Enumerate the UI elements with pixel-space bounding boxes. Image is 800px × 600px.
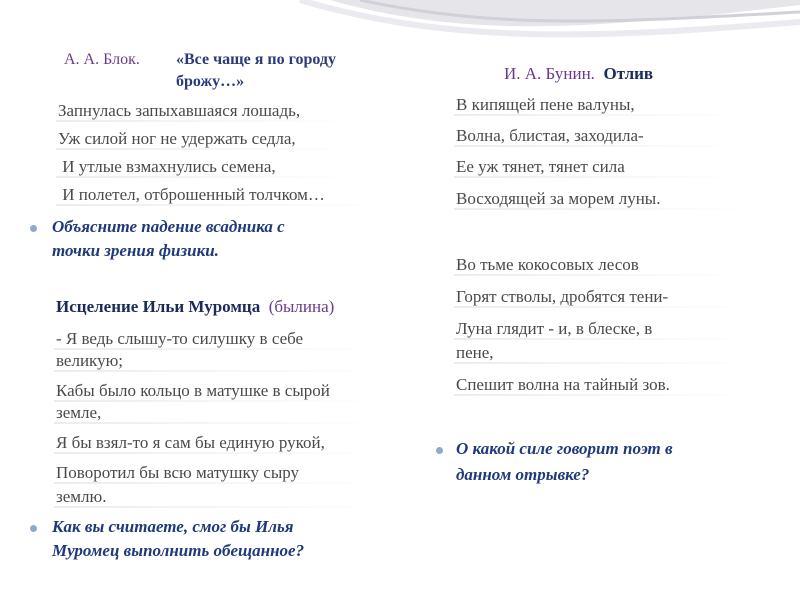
poem3-line: Во тьме кокосовых лесов (454, 254, 746, 276)
poem2-line: Кабы было кольцо в матушке в сырой (54, 380, 386, 402)
poem1-line: И полетел, отброшенный толчком… (56, 184, 388, 206)
poem3-line: Ее уж тянет, тянет сила (454, 156, 746, 178)
poem3-line: пене, (454, 342, 756, 364)
poem3-heading (504, 64, 653, 84)
poem1-title-line2: брожу…» (176, 73, 245, 90)
bullet-icon (30, 525, 37, 532)
poem2-line: - Я ведь слышу-то силушку в себе (54, 328, 386, 350)
bullet-icon (30, 225, 37, 232)
poem2-line: земле, (54, 402, 386, 424)
question-1-line2: точки зрения физики. (52, 241, 219, 260)
poem3-line: Спешит волна на тайный зов. (454, 374, 756, 396)
poem2-genre: (былина) (268, 297, 335, 316)
poem1-title-line1: «Все чаще я по городу (176, 51, 336, 68)
poem3-author: И. А. Бунин. (504, 64, 595, 83)
poem2-line: Поворотил бы всю матушку сыру (54, 462, 386, 484)
poem2-heading (56, 296, 334, 318)
poem3-line: В кипящей пене валуны, (454, 94, 746, 116)
question-3-line1: О какой силе говорит поэт в (456, 439, 673, 458)
question-1-line1: Объясните падение всадника с (52, 217, 285, 236)
poem3-line: Волна, блистая, заходила- (454, 125, 746, 147)
question-2-line1: Как вы считаете, смог бы Илья (52, 517, 294, 536)
poem2-line: великую; (54, 350, 386, 372)
poem3-title: Отлив (603, 64, 654, 83)
poem1-line: Уж силой ног не удержать седла, (56, 128, 358, 150)
poem1-author: А. А. Блок. (64, 51, 140, 68)
question-2-line2: Муромец выполнить обещанное? (52, 541, 305, 560)
poem1-line: Запнулась запыхавшаяся лошадь, (56, 100, 358, 122)
poem3-line: Горят стволы, дробятся тени- (454, 286, 756, 308)
poem2-line: Я бы взял-то я сам бы единую рукой, (54, 432, 386, 454)
bullet-icon (436, 447, 443, 454)
poem3-line: Луна глядит - и, в блеске, в (454, 318, 756, 340)
poem1-line: И утлые взмахнулись семена, (56, 156, 358, 178)
question-3-line2: данном отрывке? (456, 465, 590, 484)
poem2-line: землю. (54, 486, 386, 508)
poem3-line: Восходящей за морем луны. (454, 188, 756, 210)
poem2-title: Исцеление Ильи Муромца (56, 297, 261, 316)
